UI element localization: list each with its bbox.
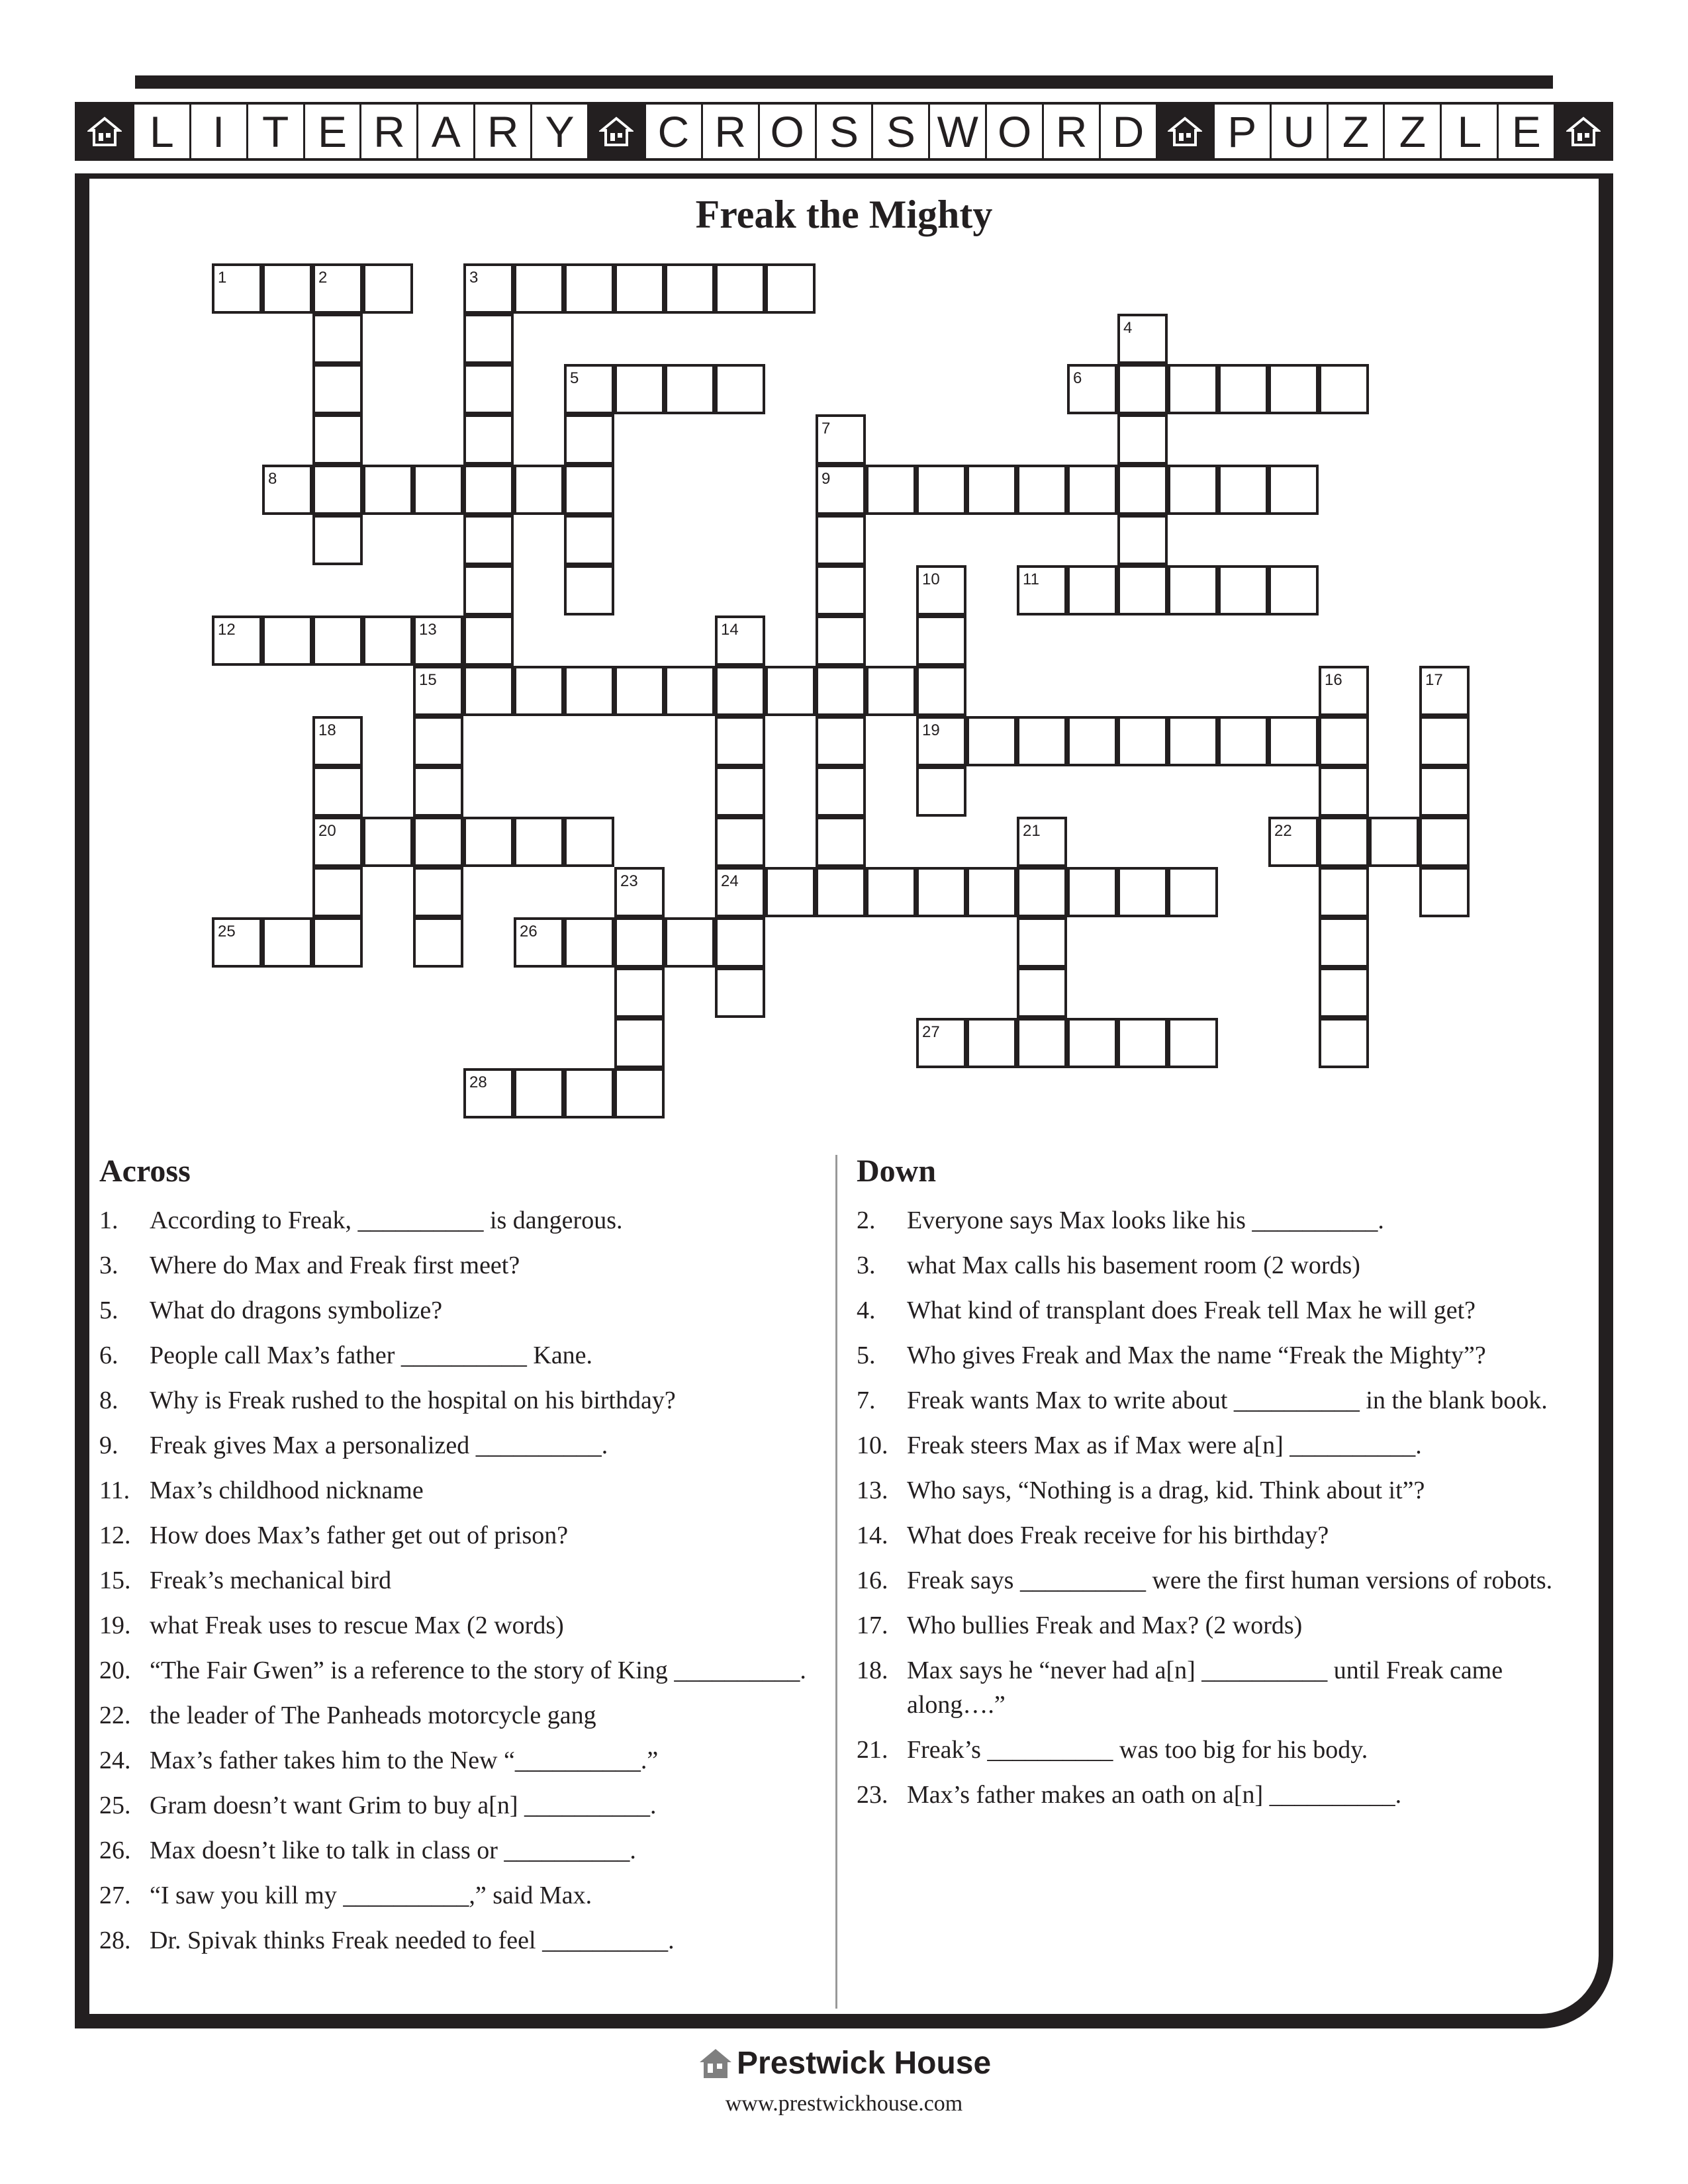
clue-number-label: 21. bbox=[857, 1736, 888, 1764]
clue-number: 18 bbox=[318, 721, 336, 739]
clue-text: What do dragons symbolize? bbox=[150, 1297, 443, 1324]
clue-number: 22 bbox=[1274, 822, 1292, 840]
banner-letter: S bbox=[817, 105, 874, 158]
clue-text: Freak’s __________ was too big for his body. bbox=[907, 1736, 1368, 1764]
clue-text: what Max calls his basement room (2 words) bbox=[907, 1251, 1360, 1279]
across-heading: Across bbox=[99, 1154, 191, 1189]
clue-number-label: 23. bbox=[857, 1781, 888, 1809]
clue-text: “The Fair Gwen” is a reference to the story of King __________. bbox=[150, 1657, 806, 1684]
across-clue bbox=[99, 1338, 814, 1373]
down-clue bbox=[857, 1293, 1558, 1328]
clue-text: Freak wants Max to write about __________ in the blank book. bbox=[907, 1387, 1548, 1414]
across-clue bbox=[99, 1878, 814, 1913]
banner-letter: R bbox=[703, 105, 760, 158]
clue-number-label: 6. bbox=[99, 1342, 118, 1369]
series-title-banner bbox=[75, 102, 1613, 161]
banner-letter: E bbox=[1499, 105, 1556, 158]
clue-text: Why is Freak rushed to the hospital on his birthday? bbox=[150, 1387, 676, 1414]
clue-number: 5 bbox=[570, 369, 579, 387]
banner-letter: T bbox=[248, 105, 305, 158]
clue-number-label: 22. bbox=[99, 1702, 131, 1729]
clue-number-label: 27. bbox=[99, 1882, 131, 1909]
clue-text: Where do Max and Freak first meet? bbox=[150, 1251, 520, 1279]
clue-text: People call Max’s father __________ Kane. bbox=[150, 1342, 593, 1369]
banner-letter: R bbox=[1044, 105, 1101, 158]
down-clue bbox=[857, 1733, 1558, 1767]
clue-text: what Freak uses to rescue Max (2 words) bbox=[150, 1612, 564, 1639]
clue-number-label: 13. bbox=[857, 1477, 888, 1504]
across-clue bbox=[99, 1698, 814, 1733]
clue-text: the leader of The Panheads motorcycle gang bbox=[150, 1702, 596, 1729]
down-clue bbox=[857, 1608, 1558, 1643]
top-rule bbox=[135, 75, 1553, 89]
clue-number-label: 25. bbox=[99, 1792, 131, 1819]
clue-text: According to Freak, __________ is dangerous. bbox=[150, 1206, 623, 1234]
banner-letter: Z bbox=[1329, 105, 1385, 158]
down-heading: Down bbox=[857, 1154, 937, 1189]
clue-number: 7 bbox=[821, 420, 831, 437]
across-clue bbox=[99, 1743, 814, 1778]
clue-text: Max doesn’t like to talk in class or __________. bbox=[150, 1837, 636, 1864]
banner-letter: E bbox=[305, 105, 362, 158]
down-clue bbox=[857, 1383, 1558, 1418]
clue-number-label: 11. bbox=[99, 1477, 130, 1504]
across-clue bbox=[99, 1563, 814, 1598]
down-clue bbox=[857, 1563, 1558, 1598]
clue-text: Freak steers Max as if Max were a[n] __________. bbox=[907, 1432, 1422, 1459]
clue-number: 14 bbox=[721, 621, 739, 639]
clue-number: 25 bbox=[218, 923, 236, 940]
clue-number-label: 1. bbox=[99, 1206, 118, 1234]
house-logo-icon bbox=[1158, 105, 1215, 158]
clue-text: Max’s childhood nickname bbox=[150, 1477, 424, 1504]
banner-letter: R bbox=[361, 105, 418, 158]
clue-text: Gram doesn’t want Grim to buy a[n] __________. bbox=[150, 1792, 657, 1819]
clue-number: 2 bbox=[318, 269, 328, 287]
clue-number: 9 bbox=[821, 470, 831, 488]
clue-number: 12 bbox=[218, 621, 236, 639]
clue-number-label: 16. bbox=[857, 1567, 888, 1594]
clue-number: 11 bbox=[1023, 570, 1039, 588]
clue-number: 24 bbox=[721, 872, 739, 890]
clue-number-label: 4. bbox=[857, 1297, 876, 1324]
clue-number-label: 7. bbox=[857, 1387, 876, 1414]
clue-number-label: 17. bbox=[857, 1612, 888, 1639]
clue-number: 16 bbox=[1325, 671, 1342, 689]
clue-text: Max says he “never had a[n] __________ until Freak came along….” bbox=[907, 1657, 1503, 1719]
clue-number-label: 9. bbox=[99, 1432, 118, 1459]
clue-number-label: 15. bbox=[99, 1567, 131, 1594]
clue-number: 20 bbox=[318, 822, 336, 840]
clue-number-label: 12. bbox=[99, 1522, 131, 1549]
clue-text: Who bullies Freak and Max? (2 words) bbox=[907, 1612, 1303, 1639]
clue-number-label: 10. bbox=[857, 1432, 888, 1459]
down-clue bbox=[857, 1653, 1558, 1722]
clue-text: Who says, “Nothing is a drag, kid. Think about it”? bbox=[907, 1477, 1425, 1504]
clue-number-label: 2. bbox=[857, 1206, 876, 1234]
clue-text: Dr. Spivak thinks Freak needed to feel __________. bbox=[150, 1927, 675, 1954]
down-clues bbox=[857, 1152, 1558, 1823]
banner-letter: Y bbox=[532, 105, 589, 158]
house-logo-icon bbox=[698, 2046, 733, 2081]
down-clue bbox=[857, 1428, 1558, 1463]
clue-number: 23 bbox=[620, 872, 638, 890]
across-clue bbox=[99, 1293, 814, 1328]
across-clue bbox=[99, 1788, 814, 1823]
clue-text: Freak’s mechanical bird bbox=[150, 1567, 392, 1594]
clue-number-label: 3. bbox=[857, 1251, 876, 1279]
clue-number-label: 28. bbox=[99, 1927, 131, 1954]
footer-brand: Prestwick House bbox=[737, 2046, 992, 2081]
banner-letter: O bbox=[987, 105, 1044, 158]
clue-text: Freak says __________ were the first human versions of robots. bbox=[907, 1567, 1553, 1594]
footer-logo bbox=[698, 2045, 991, 2081]
clue-text: Who gives Freak and Max the name “Freak the Mighty”? bbox=[907, 1342, 1486, 1369]
footer-url: www.prestwickhouse.com bbox=[725, 2091, 963, 2116]
down-clue bbox=[857, 1248, 1558, 1283]
across-clue bbox=[99, 1833, 814, 1868]
clue-text: Max’s father takes him to the New “__________.” bbox=[150, 1747, 659, 1774]
clue-text: What kind of transplant does Freak tell Max he will get? bbox=[907, 1297, 1476, 1324]
across-clue bbox=[99, 1653, 814, 1688]
down-clue bbox=[857, 1338, 1558, 1373]
clue-number: 3 bbox=[469, 269, 479, 287]
banner-letter: O bbox=[760, 105, 817, 158]
clue-number: 15 bbox=[419, 671, 437, 689]
house-logo-icon bbox=[589, 105, 646, 158]
clue-text: How does Max’s father get out of prison? bbox=[150, 1522, 569, 1549]
banner-letter: W bbox=[930, 105, 987, 158]
banner-letter: S bbox=[873, 105, 930, 158]
across-clue bbox=[99, 1518, 814, 1553]
house-logo-icon bbox=[77, 105, 134, 158]
clue-number: 1 bbox=[218, 269, 227, 287]
across-clue bbox=[99, 1248, 814, 1283]
banner-letter: D bbox=[1101, 105, 1158, 158]
column-divider bbox=[835, 1155, 837, 2009]
banner-letter: Z bbox=[1385, 105, 1442, 158]
down-clue bbox=[857, 1203, 1558, 1238]
clue-number: 8 bbox=[268, 470, 277, 488]
clue-number-label: 5. bbox=[99, 1297, 118, 1324]
down-clue bbox=[857, 1473, 1558, 1508]
clue-number-label: 8. bbox=[99, 1387, 118, 1414]
down-clue bbox=[857, 1778, 1558, 1812]
across-clue bbox=[99, 1608, 814, 1643]
clue-number: 4 bbox=[1123, 319, 1133, 337]
clue-text: Max’s father makes an oath on a[n] __________. bbox=[907, 1781, 1402, 1809]
clue-number-label: 3. bbox=[99, 1251, 118, 1279]
clue-number-label: 24. bbox=[99, 1747, 131, 1774]
across-clue bbox=[99, 1203, 814, 1238]
clue-number: 26 bbox=[520, 923, 538, 940]
clue-number: 6 bbox=[1073, 369, 1082, 387]
clue-text: Everyone says Max looks like his __________. bbox=[907, 1206, 1384, 1234]
clue-number-label: 26. bbox=[99, 1837, 131, 1864]
clue-number-label: 20. bbox=[99, 1657, 131, 1684]
clue-text: Freak gives Max a personalized __________. bbox=[150, 1432, 608, 1459]
clue-number: 21 bbox=[1023, 822, 1041, 840]
across-clue bbox=[99, 1923, 814, 1958]
across-clue bbox=[99, 1428, 814, 1463]
clue-number-label: 19. bbox=[99, 1612, 131, 1639]
across-clue bbox=[99, 1383, 814, 1418]
banner-letter: I bbox=[191, 105, 248, 158]
clue-number: 28 bbox=[469, 1073, 487, 1091]
clue-number: 19 bbox=[922, 721, 940, 739]
clue-text: “I saw you kill my __________,” said Max. bbox=[150, 1882, 592, 1909]
banner-letter: L bbox=[134, 105, 191, 158]
banner-letter: L bbox=[1442, 105, 1499, 158]
banner-letter: A bbox=[418, 105, 475, 158]
banner-letter: P bbox=[1215, 105, 1272, 158]
clue-number-label: 14. bbox=[857, 1522, 888, 1549]
banner-letter: C bbox=[646, 105, 703, 158]
clue-number-label: 18. bbox=[857, 1657, 888, 1684]
clue-number: 13 bbox=[419, 621, 437, 639]
house-logo-icon bbox=[1556, 105, 1611, 158]
clue-number: 10 bbox=[922, 570, 940, 588]
banner-letter: U bbox=[1272, 105, 1329, 158]
across-clues bbox=[99, 1152, 814, 1968]
clue-number: 17 bbox=[1425, 671, 1443, 689]
clue-number: 27 bbox=[922, 1023, 940, 1041]
clue-number-label: 5. bbox=[857, 1342, 876, 1369]
across-clue bbox=[99, 1473, 814, 1508]
banner-letter: R bbox=[475, 105, 532, 158]
down-clue bbox=[857, 1518, 1558, 1553]
puzzle-title: Freak the Mighty bbox=[695, 193, 993, 236]
clue-text: What does Freak receive for his birthday? bbox=[907, 1522, 1329, 1549]
